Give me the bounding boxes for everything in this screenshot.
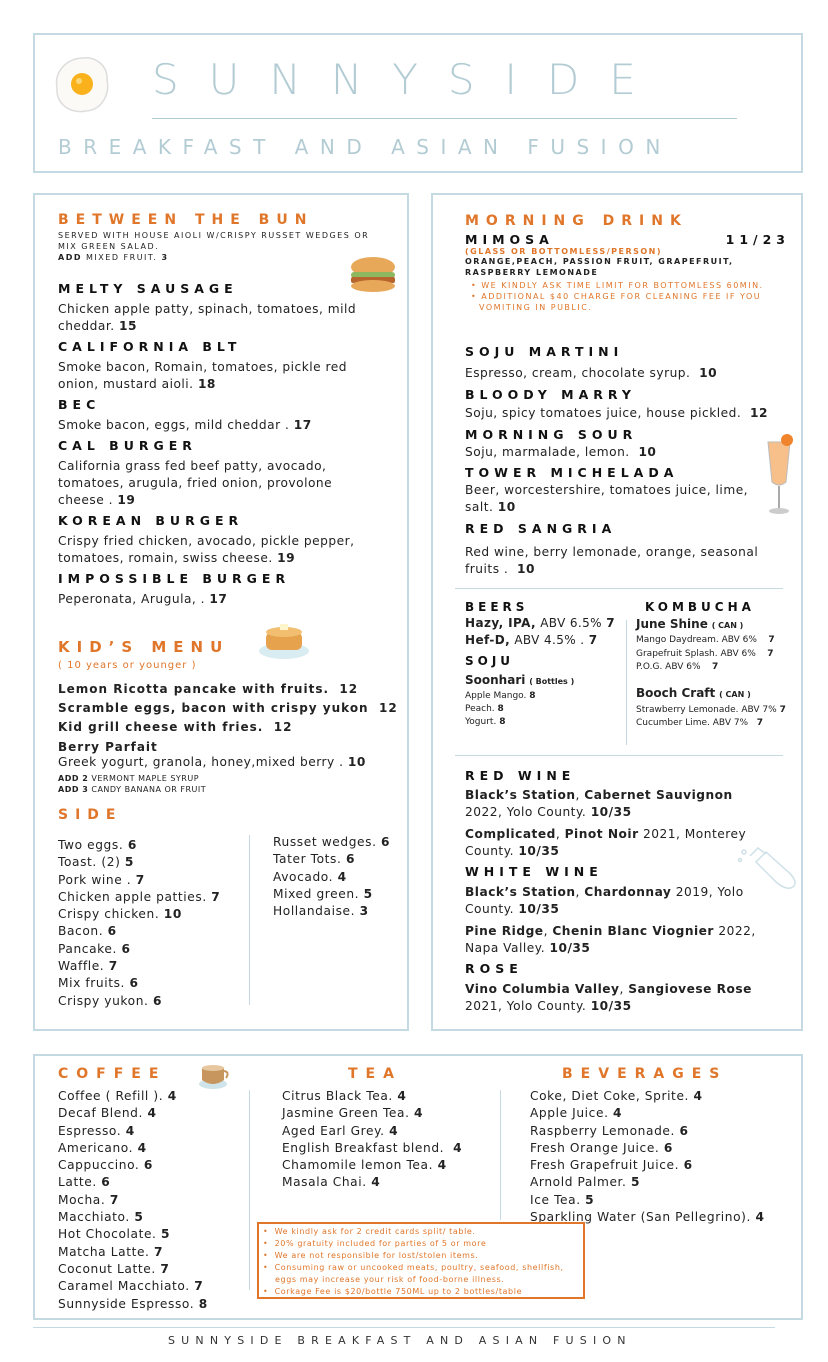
coffee-item: Espresso. 4 [58,1123,135,1138]
mimosa-row [465,232,790,247]
kombucha-brand-row: Booch Craft ( CAN ) [636,685,751,700]
beverage-item: Fresh Grapefruit Juice. 6 [530,1158,693,1173]
beverages-list [530,1088,765,1226]
mimosa-note: • ADDITIONAL $40 CHARGE FOR CLEANING FEE IF YOU VOMITING IN PUBLIC. [471,292,762,312]
menu-item [58,571,358,608]
rose-wine-title: ROSE [465,961,523,976]
side-item: Bacon. 6 [58,924,117,939]
kids-section [58,638,403,823]
menu-item [58,281,358,335]
kombucha-item: Mango Daydream. ABV 6% 7 [636,635,775,645]
tea-list [282,1088,462,1192]
soju-brand-row: Soonhari ( Bottles ) [465,673,575,687]
item-desc: Peperonata, Arugula, . [58,592,206,606]
soju-item: Apple Mango. 8 [465,691,536,701]
coffee-title: COFFEE [58,1066,167,1082]
tea-bev-divider [500,1090,501,1220]
item-name: MELTY SAUSAGE [58,281,238,296]
bun-title: BETWEEN THE BUN [58,212,314,228]
drink-items [465,344,785,578]
beers-title: BEERS [465,600,529,614]
drink-name: TOWER MICHELADA [465,465,679,480]
beverage-item: Fresh Orange Juice. 6 [530,1140,673,1155]
footer-line [33,1327,775,1328]
beer-item: Hazy, IPA, ABV 6.5% 7 [465,616,615,630]
coffee-item: Coffee ( Refill ). 4 [58,1089,177,1103]
menu-item [58,397,358,434]
tea-item: Jasmine Green Tea. 4 [282,1106,424,1121]
kids-note: ( 10 years or younger ) [58,660,197,671]
coffee-item: Sunnyside Espresso. 8 [58,1296,208,1311]
tea-item: Chamomile lemon Tea. 4 [282,1158,447,1173]
kombucha-item: P.O.G. ABV 6% 7 [636,662,719,672]
coffee-item: Latte. 6 [58,1175,111,1190]
side-item: Pork wine . 7 [58,872,145,887]
side-item: Mixed green. 5 [273,886,373,901]
wine-item: Vino Columbia Valley, Sangiovese Rose 2021, Yolo County. 10/35 [465,982,752,1013]
addon: ADD 2 VERMONT MAPLE SYRUP [58,774,200,783]
morning-drink-section [465,213,790,313]
restaurant-subtitle: BREAKFAST AND ASIAN FUSION [58,135,672,159]
beverage-item: Raspberry Lemonade. 6 [530,1123,689,1138]
side-item: Waffle. 7 [58,959,118,974]
wine-item: Black’s Station, Cabernet Sauvignon 2022, Yolo County. 10/35 [465,788,733,819]
item-desc: Smoke bacon, Romain, tomatoes, pickle red onion, mustard aioli. [58,360,347,391]
footer-text: SUNNYSIDE BREAKFAST AND ASIAN FUSION [168,1334,632,1347]
side-item: Pancake. 6 [58,941,131,956]
side-item: Russet wedges. 6 [273,835,391,849]
kombucha-item: Cucumber Lime. ABV 7% 7 [636,718,763,728]
item-name: IMPOSSIBLE BURGER [58,571,291,586]
beverage-item: Arnold Palmer. 5 [530,1175,641,1190]
drink-name: MORNING SOUR [465,427,638,442]
drink-name: SOJU MARTINI [465,344,624,359]
wine-item: Complicated, Pinot Noir 2021, Monterey County. 10/35 [465,827,747,858]
wine-item: Pine Ridge, Chenin Blanc Viognier 2022, Napa Valley. 10/35 [465,924,756,955]
kombucha-item: Grapefruit Splash. ABV 6% 7 [636,648,774,659]
drink-name: RED SANGRIA [465,521,617,536]
side-item: Crispy chicken. 10 [58,907,182,922]
coffee-item: Mocha. 7 [58,1192,119,1207]
beverage-item: Ice Tea. 5 [530,1192,595,1207]
item-desc: Crispy fried chicken, avocado, pickle pepper, tomatoes, romain, swiss cheese. [58,534,355,565]
item-desc: Chicken apple patty, spinach, tomatoes, mild cheddar. [58,302,357,333]
bottle-icon [736,842,800,896]
bun-add: ADD MIXED FRUIT. 3 [58,253,169,262]
coffee-item: Cappuccino. 6 [58,1158,153,1173]
soju-item: Peach. 8 [465,704,504,714]
notice-item: • We kindly ask for 2 credit cards split/ table. [263,1227,476,1236]
coffee-list [58,1088,208,1313]
tea-item: Aged Earl Grey. 4 [282,1123,399,1138]
menu-item [58,339,358,393]
mimosa-sub: (GLASS OR BOTTOMLESS/PERSON) [465,247,663,256]
drink-divider [455,588,783,589]
menu-item [58,438,358,509]
kombucha-list [636,634,801,675]
item-price: 18 [197,377,216,391]
kids-item: Lemon Ricotta pancake with fruits. 12 [58,682,359,696]
restaurant-title: SUNNYSIDE [152,55,666,104]
coffee-item: Decaf Blend. 4 [58,1106,157,1121]
beverage-item: Sparkling Water (San Pellegrino). 4 [530,1210,765,1225]
side-item: Crispy yukon. 6 [58,993,163,1008]
item-desc: Smoke bacon, eggs, mild cheddar . [58,418,290,432]
wine-divider [455,755,783,756]
beverages-title: BEVERAGES [562,1066,728,1082]
notice-item: • 20% gratuity included for parties of 5 or more [263,1239,487,1248]
tea-item: English Breakfast blend. 4 [282,1140,463,1155]
item-price: 15 [119,319,137,333]
tea-item: Masala Chai. 4 [282,1175,381,1190]
addon: ADD 3 CANDY BANANA OR FRUIT [58,785,207,794]
item-name: KOREAN BURGER [58,513,244,528]
item-price: 17 [209,592,228,606]
bun-note: SERVED WITH HOUSE AIOLI W/CRISPY RUSSET WEDGES OR MIX GREEN SALAD. [58,231,370,251]
coffee-item: Americano. 4 [58,1140,147,1155]
beverage-item: Coke, Diet Coke, Sprite. 4 [530,1089,703,1103]
mimosa-name: MIMOSA [465,232,554,247]
side-divider [249,835,250,1005]
kombucha-title: KOMBUCHA [645,600,755,614]
drink-desc: Red wine, berry lemonade, orange, seasonal fruits . 10 [465,545,759,576]
beer-item: Hef-D, ABV 4.5% . 7 [465,633,598,647]
beverage-item: Apple Juice. 4 [530,1106,623,1121]
mimosa-flavors: ORANGE,PEACH, PASSION FRUIT, GRAPEFRUIT, RASPBERRY LEMONADE [465,257,734,277]
mimosa-price: 11/23 [725,232,790,247]
kids-item: Kid grill cheese with fries. 12 [58,720,293,734]
soju-title: SOJU [465,654,515,668]
white-wine-title: WHITE WINE [465,864,603,879]
drink-desc: Soju, marmalade, lemon. 10 [465,445,657,459]
bun-items [58,281,358,608]
mimosa-note: • WE KINDLY ASK TIME LIMIT FOR BOTTOMLESS 60MIN. [471,281,764,290]
kombucha-item: Strawberry Lemonade. ABV 7% 7 [636,704,786,715]
beer-kombucha-divider [626,620,627,745]
notice-item: • Corkage Fee is $20/bottle 750ML up to 2 bottles/table [263,1287,523,1296]
drink-desc: Beer, worcestershire, tomatoes juice, lime, salt. 10 [465,483,749,514]
soju-item: Yogurt. 8 [465,717,506,727]
tea-item: Citrus Black Tea. 4 [282,1089,407,1103]
item-price: 19 [277,551,296,565]
side-item: Toast. (2) 5 [58,855,135,870]
notice-item: • We are not responsible for lost/stolen items. [263,1251,479,1260]
parfait-name: Berry Parfait [58,740,158,754]
drink-title: MORNING DRINK [465,213,688,229]
red-wine-title: RED WINE [465,768,576,783]
beers-section [465,600,625,729]
kids-title: KID’S MENU [58,638,230,656]
item-name: CALIFORNIA BLT [58,339,242,354]
side-item: Two eggs. 6 [58,838,137,852]
wine-section [465,768,765,1015]
drink-name: BLOODY MARRY [465,387,636,402]
notice-box [257,1222,585,1299]
coffee-item: Coconut Latte. 7 [58,1261,170,1276]
parfait-desc: Greek yogurt, granola, honey,mixed berry . 10 [58,755,366,769]
header-divider [152,118,737,119]
side-list-left [58,837,220,1010]
side-item: Hollandaise. 3 [273,904,369,919]
kombucha-brand-row: June Shine ( CAN ) [636,617,744,631]
wine-item: Black’s Station, Chardonnay 2019, Yolo County. 10/35 [465,885,744,916]
menu-item [58,513,358,567]
kombucha-section [636,600,801,731]
coffee-tea-divider [249,1090,250,1290]
side-title: SIDE [58,807,123,823]
side-item: Tater Tots. 6 [273,852,356,867]
kombucha-list [636,704,801,731]
soju-list [465,690,625,729]
coffee-cup-icon [198,1062,230,1090]
notice-item: • Consuming raw or uncooked meats, poultry, seafood, shellfish, eggs may increase your risk of food-borne illness. [263,1263,564,1284]
side-item: Mix fruits. 6 [58,976,139,991]
item-name: CAL BURGER [58,438,197,453]
cocktail-glass-icon [762,432,796,516]
drink-desc: Soju, spicy tomatoes juice, house pickled. 12 [465,406,769,420]
item-desc: California grass fed beef patty, avocado, tomatoes, arugula, fried onion, provolone cheese . [58,459,333,507]
side-list-right [273,834,390,920]
item-name: BEC [58,397,101,412]
side-item: Avocado. 4 [273,869,347,884]
item-price: 19 [117,493,136,507]
coffee-item: Caramel Macchiato. 7 [58,1279,204,1294]
item-price: 17 [293,418,312,432]
side-item: Chicken apple patties. 7 [58,889,221,904]
coffee-item: Hot Chocolate. 5 [58,1227,171,1242]
drink-desc: Espresso, cream, chocolate syrup. 10 [465,366,718,380]
coffee-item: Matcha Latte. 7 [58,1244,164,1259]
tea-title: TEA [348,1066,402,1082]
coffee-item: Macchiato. 5 [58,1210,144,1225]
fried-egg-icon [52,54,112,116]
kids-item: Scramble eggs, bacon with crispy yukon 12 [58,701,398,715]
